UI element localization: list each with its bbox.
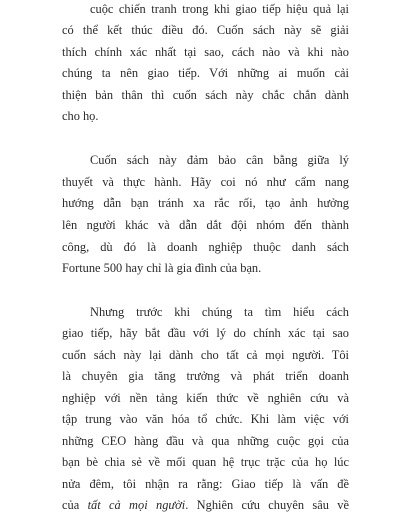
line-text: Cuốn sách này đảm bảo cân bằng giữa lý	[90, 153, 349, 167]
text-line	[62, 193, 349, 214]
text-line	[62, 42, 349, 63]
line-text: . Nghiên cứu chuyên sâu về	[185, 498, 350, 512]
text-line	[62, 302, 349, 323]
line-text: lên người khác và dẫn dắt đội nhóm đến thành	[62, 218, 349, 232]
line-text: nghiệp với nền tảng kiến thức về nghiên cứu và	[62, 391, 349, 405]
text-line	[62, 215, 349, 236]
text-line	[62, 106, 349, 127]
line-text: Nhưng trước khi chúng ta tìm hiểu cách	[90, 305, 349, 319]
line-text: hướng dẫn bạn tránh xa rắc rối, tạo ảnh hưởng	[62, 196, 349, 210]
line-text: công, dù đó là doanh nghiệp thuộc danh sách	[62, 240, 349, 254]
line-text: cuộc chiến tranh trong khi giao tiếp hiệu quả lại	[90, 2, 349, 16]
text-line	[62, 258, 349, 279]
text-line	[62, 474, 349, 495]
text-line	[62, 388, 349, 409]
line-text: cho họ.	[62, 109, 99, 123]
text-line	[62, 366, 349, 387]
text-line	[62, 172, 349, 193]
text-line	[62, 0, 349, 20]
text-line	[62, 85, 349, 106]
text-line	[62, 431, 349, 452]
text-line	[62, 237, 349, 258]
line-text: giao tiếp, hãy bắt đầu với lý do chính xác tại sao	[62, 326, 349, 340]
line-text: của	[62, 498, 88, 512]
line-text: thuyết và thực hành. Hãy coi nó như cẩm nang	[62, 175, 349, 189]
text-line	[62, 409, 349, 430]
line-text: là chuyên gia tăng trưởng và phát triển doanh	[62, 369, 349, 383]
line-text: những CEO hàng đầu và qua những cuộc gọi của	[62, 434, 349, 448]
text-line	[62, 495, 349, 516]
line-text: chúng ta nên giao tiếp. Với những ai muốn cải	[62, 66, 349, 80]
line-text: Fortune 500 hay chỉ là gia đình của bạn.	[62, 261, 262, 275]
text-line	[62, 345, 349, 366]
line-text: thiện bản thân thì cuốn sách này chắc chắn dành	[62, 88, 349, 102]
text-line	[62, 452, 349, 473]
line-text: tập trung vào văn hóa tổ chức. Khi làm việc với	[62, 412, 349, 426]
text-line	[62, 323, 349, 344]
text-line	[62, 63, 349, 84]
body-text	[62, 0, 350, 512]
text-line	[62, 20, 349, 41]
text-line	[62, 150, 349, 171]
line-text: thích chính xác nhất tại sao, cách nào và khi nào	[62, 45, 349, 59]
line-text: cuốn sách này lại dành cho tất cả mọi người. Tôi	[62, 348, 349, 362]
line-text: nửa đêm, tôi nhận ra rằng: Giao tiếp là vấn đề	[62, 477, 349, 491]
line-text: bạn bè chia sẻ về mối quan hệ trục trặc của họ lúc	[62, 455, 349, 469]
emphasis-text: tất cả mọi người	[87, 498, 186, 512]
line-text: có thể kết thúc điều đó. Cuốn sách này sẽ giải	[62, 23, 349, 37]
